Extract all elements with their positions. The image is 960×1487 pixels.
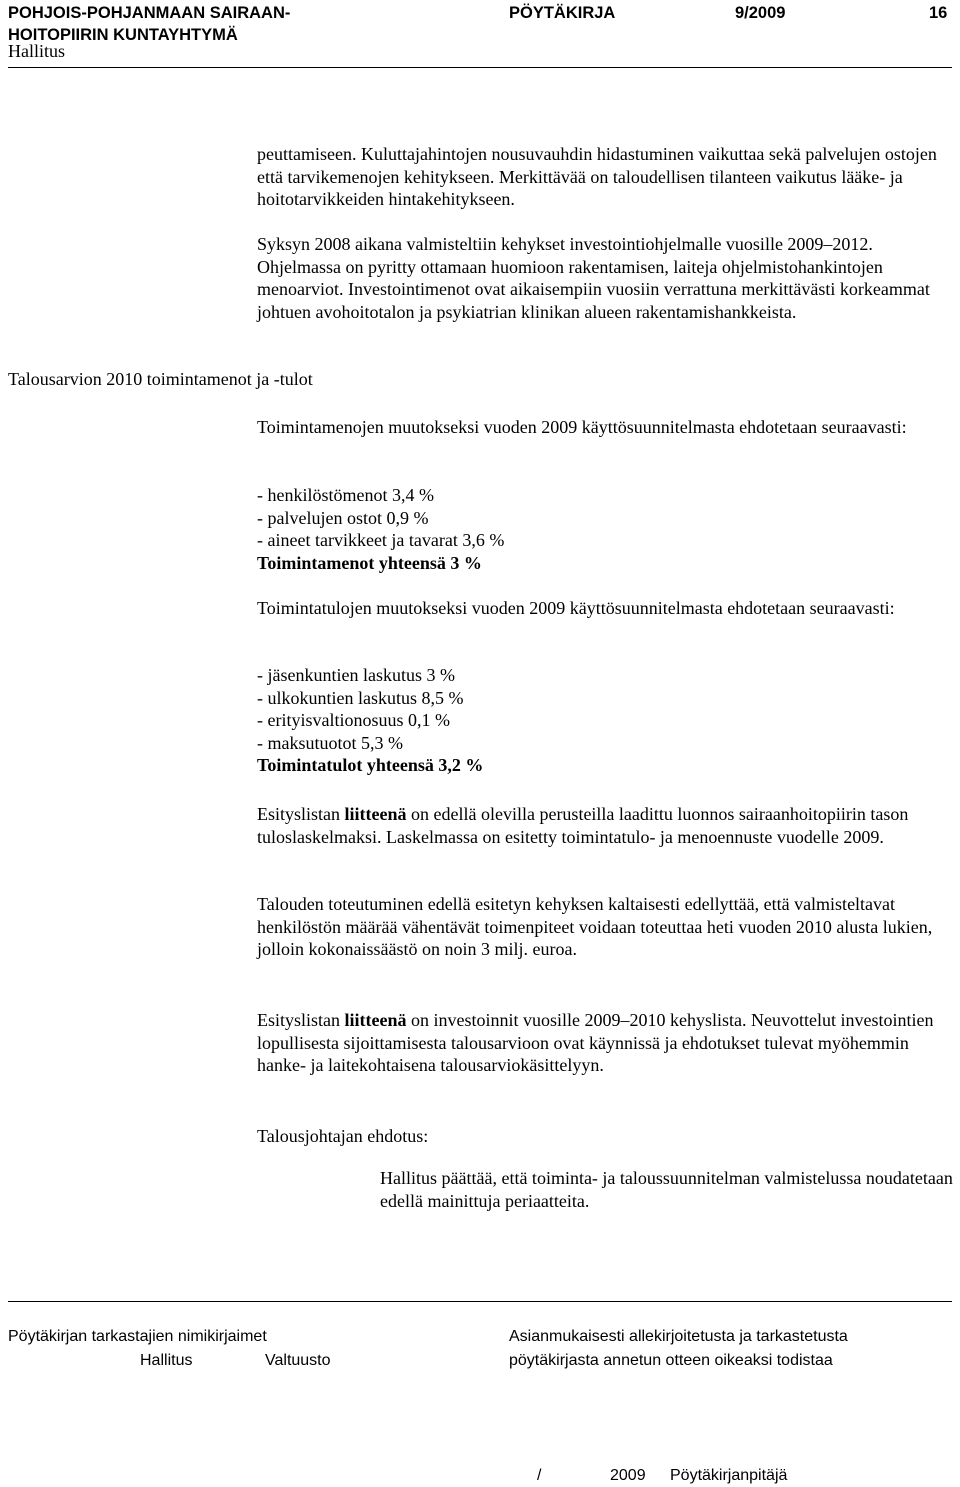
paragraph-investments: Syksyn 2008 aikana valmisteltiin kehykset investointiohjelmalle vuosille 2009–2012. Ohjelmassa on pyritty ottamaan huomioon rakentamisen, laiteja ohjelmistohankintojen menoarviot. Investointimenot ovat aikaisempiin vuosiin verrattuna merkittävästi korkeammat johtuen avohoitotalon ja psykiatrian klinikan alueen rakentamishankkeista. [257,234,930,322]
paragraph-1: peuttamiseen. Kuluttajahintojen nousuvauhdin hidastuminen vaikuttaa sekä palvelujen ostojen että tarvikemenojen kehitykseen. Merkittävää on taloudellisen tilanteen vaikutus lääke- ja hoitotarvikkeiden hintakehitykseen. [257,144,937,209]
document-type: PÖYTÄKIRJA [509,4,616,22]
income-list [257,664,947,777]
list-item: - henkilöstömenot 3,4 % [257,485,434,505]
footer-date-slash: / [537,1467,542,1484]
list-item: - maksutuotot 5,3 % [257,732,403,753]
paragraph-expenses-intro: Toimintamenojen muutokseksi vuoden 2009 käyttösuunnitelmasta ehdotetaan seuraavasti: [257,417,907,437]
income-total: Toimintatulot yhteensä 3,2 % [257,755,484,775]
footer-reviewers-title: Pöytäkirjan tarkastajien nimikirjaimet [8,1328,267,1345]
footer-certification-line1: Asianmukaisesti allekirjoitetusta ja tarkastetusta [509,1328,848,1345]
proposal-label: Talousjohtajan ehdotus: [257,1126,429,1146]
footer-valtuusto-label: Valtuusto [265,1352,331,1369]
section-title: Talousarvion 2010 toimintamenot ja -tulot [8,369,313,389]
page-number: 16 [929,4,948,22]
attachment-emphasis: liitteenä [344,1010,407,1030]
paragraph-attachment-investments: Esityslistan liitteenä on investoinnit vuosille 2009–2010 kehyslista. Neuvottelut investointien lopullisesta sijoittamisesta talousarvioon ovat käynnissä ja ehdotukset tulevat myöhemmin hanke- ja laitekohtaisena talousarviokäsittelyyn. [257,1010,934,1075]
body-name: Hallitus [8,41,65,61]
paragraph-savings: Talouden toteutuminen edellä esitetyn kehyksen kaltaisesti edellyttää, että valmisteltavat henkilöstön määrää vähentävät toimenpiteet voidaan toteuttaa heti vuoden 2010 alusta lukien, jolloin kokonaissäästö on noin 3 milj. euroa. [257,894,933,959]
expenses-total: Toimintamenot yhteensä 3 % [257,552,482,573]
paragraph-attachment-income-statement: Esityslistan liitteenä on edellä olevilla perusteilla laadittu luonnos sairaanhoitopiirin tason tuloslaskelmaksi. Laskelmassa on esitetty toimintatulo- ja menoennuste vuodelle 2009. [257,804,909,847]
document-number: 9/2009 [735,4,786,22]
footer-certification-line2: pöytäkirjasta annetun otteen oikeaksi todistaa [509,1352,833,1369]
paragraph-income-intro: Toimintatulojen muutokseksi vuoden 2009 käyttösuunnitelmasta ehdotetaan seuraavasti: [257,598,895,618]
footer-year: 2009 [610,1467,646,1484]
organization-name-line2: HOITOPIIRIN KUNTAYHTYMÄ [8,26,238,44]
footer-divider [8,1301,952,1302]
list-item: - erityisvaltionosuus 0,1 % [257,710,450,730]
list-item: - jäsenkuntien laskutus 3 % [257,665,455,685]
decision-text: Hallitus päättää, että toiminta- ja taloussuunnitelman valmistelussa noudatetaan edellä mainittuja periaatteita. [380,1168,953,1211]
list-item: - aineet tarvikkeet ja tavarat 3,6 % [257,530,505,550]
footer-keeper-label: Pöytäkirjanpitäjä [670,1467,788,1484]
list-item: - palvelujen ostot 0,9 % [257,507,429,528]
header-divider [8,67,952,68]
organization-name-line1: POHJOIS-POHJANMAAN SAIRAAN- [8,4,291,22]
list-item: - ulkokuntien laskutus 8,5 % [257,687,464,708]
footer-hallitus-label: Hallitus [140,1352,193,1369]
attachment-emphasis: liitteenä [344,804,407,824]
expenses-list [257,484,947,574]
